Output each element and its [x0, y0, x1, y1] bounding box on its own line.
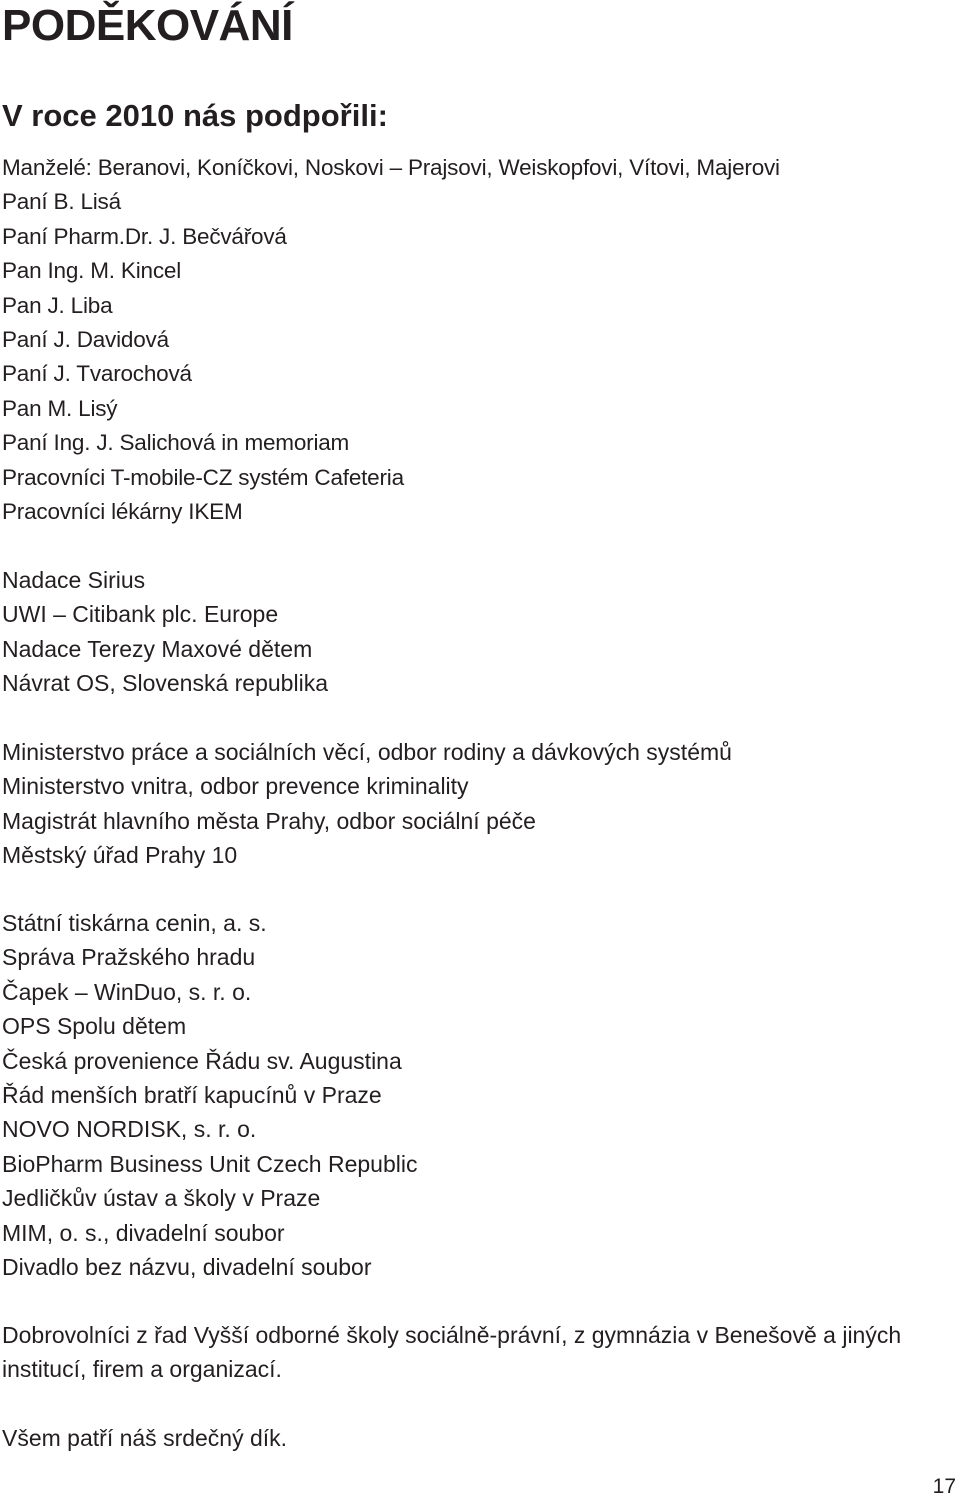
- list-item: Pracovníci T-mobile-CZ systém Cafeteria: [2, 464, 404, 490]
- list-item: Správa Pražského hradu: [2, 944, 256, 971]
- list-item: Ministerstvo práce a sociálních věcí, odbor rodiny a dávkových systémů: [2, 739, 732, 765]
- list-item: Divadlo bez názvu, divadelní soubor: [2, 1253, 372, 1280]
- list-item: MIM, o. s., divadelní soubor: [2, 1219, 285, 1246]
- list-item: Ministerstvo vnitra, odbor prevence kriminality: [2, 773, 469, 800]
- list-item: Paní B. Lisá: [2, 189, 121, 215]
- list-item: Pan M. Lisý: [2, 395, 118, 421]
- supporters-government-list: [2, 735, 732, 873]
- list-item: Paní Ing. J. Salichová in memoriam: [2, 430, 350, 456]
- list-item: Česká provenience Řádu sv. Augustina: [2, 1047, 402, 1074]
- list-item: Městský úřad Prahy 10: [2, 842, 238, 869]
- list-item: Paní Pharm.Dr. J. Bečvářová: [2, 223, 287, 249]
- list-item: Státní tiskárna cenin, a. s.: [2, 910, 267, 936]
- list-item: Paní J. Davidová: [2, 326, 169, 352]
- list-item: Návrat OS, Slovenská republika: [2, 670, 328, 697]
- closing-thanks: Všem patří náš srdečný dík.: [2, 1425, 288, 1451]
- list-item: Paní J. Tvarochová: [2, 361, 192, 387]
- supporters-foundations-list: [2, 563, 328, 701]
- list-item: UWI – Citibank plc. Europe: [2, 601, 279, 628]
- list-item: Pan J. Liba: [2, 292, 113, 318]
- list-item: Řád menších bratří kapucínů v Praze: [2, 1081, 382, 1108]
- supporters-individuals-list: [2, 151, 780, 529]
- supporters-organizations-list: [2, 906, 417, 1284]
- list-item: Manželé: Beranovi, Koníčkovi, Noskovi – Prajsovi, Weiskopfovi, Vítovi, Majerovi: [2, 155, 780, 180]
- list-item: Magistrát hlavního města Prahy, odbor sociální péče: [2, 807, 536, 834]
- list-item: Pan Ing. M. Kincel: [2, 258, 181, 284]
- page-number: 17: [932, 1475, 956, 1498]
- list-item: Nadace Terezy Maxové dětem: [2, 635, 313, 662]
- list-item: Pracovníci lékárny IKEM: [2, 498, 243, 524]
- volunteers-paragraph: Dobrovolníci z řad Vyšší odborné školy sociálně-právní, z gymnázia v Benešově a jiných institucí, firem a organizací.: [2, 1322, 902, 1383]
- list-item: Čapek – WinDuo, s. r. o.: [2, 978, 252, 1005]
- section-subtitle: V roce 2010 nás podpořili:: [2, 98, 388, 133]
- list-item: Jedličkův ústav a školy v Praze: [2, 1185, 321, 1212]
- list-item: Nadace Sirius: [2, 567, 146, 593]
- list-item: BioPharm Business Unit Czech Republic: [2, 1150, 418, 1177]
- list-item: NOVO NORDISK, s. r. o.: [2, 1116, 257, 1143]
- page-title: PODĚKOVÁNÍ: [2, 1, 293, 50]
- list-item: OPS Spolu dětem: [2, 1013, 187, 1040]
